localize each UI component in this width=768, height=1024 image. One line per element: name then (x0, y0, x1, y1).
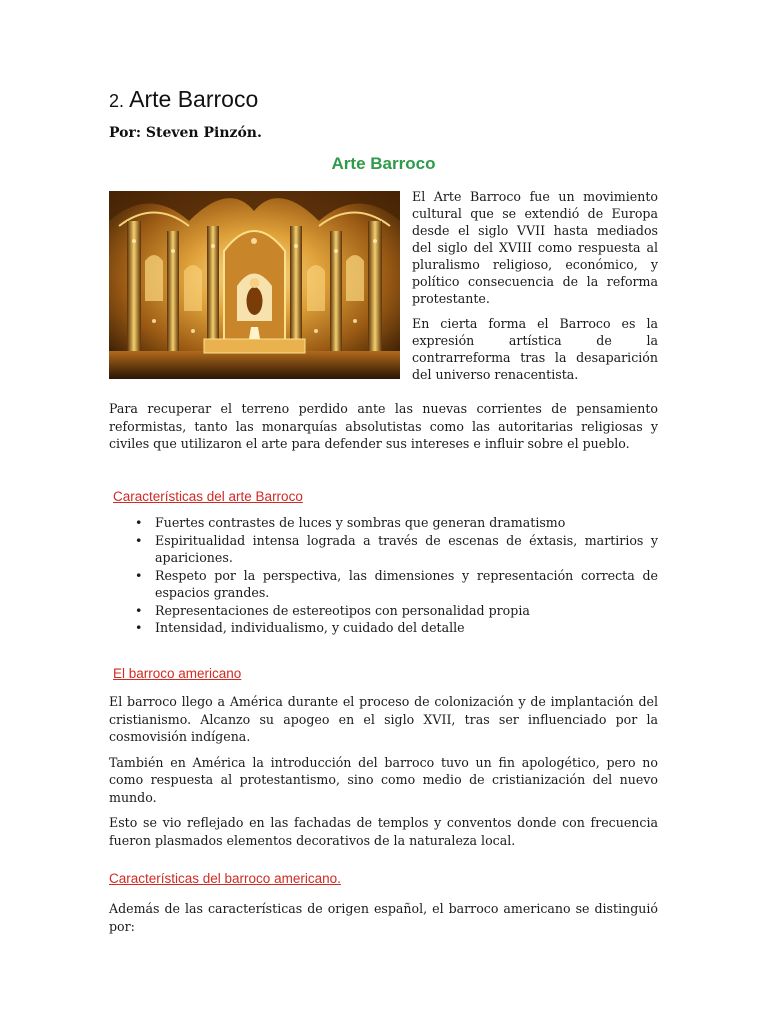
american-paragraph-3: Esto se vio reflejado en las fachadas de templos y conventos donde con frecuencia fueron plasmados elementos decorativos de la naturaleza local. (109, 815, 658, 848)
author-line: Por: Steven Pinzón. (109, 125, 262, 141)
characteristics-list (155, 514, 658, 637)
closing-paragraph-block (109, 900, 658, 943)
context-paragraph-block (109, 400, 658, 461)
section-number: 2. (109, 91, 125, 111)
list-item: • Espiritualidad intensa lograda a través de escenas de éxtasis, martirios y apariciones. (155, 532, 658, 567)
baroque-altar-image (109, 191, 400, 379)
context-paragraph: Para recuperar el terreno perdido ante las nuevas corrientes de pensamiento reformistas, tanto las monarquías absolutistas como las autoritarias religiosas y civiles que utilizaron el arte para defender sus intereses e influir sobre el pueblo. (109, 401, 658, 451)
intro-paragraph-2: En cierta forma el Barroco es la expresión artística de la contrarreforma tras la desaparición del universo renacentista. (412, 316, 658, 382)
american-characteristics-heading: Características del barroco americano. (109, 871, 341, 886)
list-item: • Intensidad, individualismo, y cuidado del detalle (155, 619, 658, 637)
intro-paragraph-1: El Arte Barroco fue un movimiento cultural que se extendió de Europa desde el siglo VVII hasta mediados del siglo del XVIII como respuesta al pluralismo religioso, económico, y político consecuencia de la reforma protestante. (412, 189, 658, 306)
list-item: • Respeto por la perspectiva, las dimensiones y representación correcta de espacios grandes. (155, 567, 658, 602)
american-paragraph-2: También en América la introducción del barroco tuvo un fin apologético, pero no como respuesta al protestantismo, sino como medio de cristianización del nuevo mundo. (109, 754, 658, 805)
list-item: • Fuertes contrastes de luces y sombras que generan dramatismo (155, 514, 658, 532)
american-paragraphs (109, 693, 658, 857)
characteristics-heading: Características del arte Barroco (113, 489, 303, 504)
section-heading (109, 86, 658, 113)
intro-text-column (412, 188, 658, 391)
american-baroque-heading: El barroco americano (113, 666, 242, 681)
american-paragraph-1: El barroco llego a América durante el proceso de colonización y de implantación del cristianismo. Alcanzo su apogeo en el siglo XVII, tras ser influenciado por la cosmovisión indígena. (109, 694, 658, 744)
list-item: • Representaciones de estereotipos con personalidad propia (155, 602, 658, 620)
centered-title: Arte Barroco (331, 154, 436, 173)
section-title: Arte Barroco (129, 86, 259, 112)
closing-paragraph: Además de las características de origen español, el barroco americano se distinguió por: (109, 901, 658, 934)
altar-illustration (109, 191, 400, 379)
